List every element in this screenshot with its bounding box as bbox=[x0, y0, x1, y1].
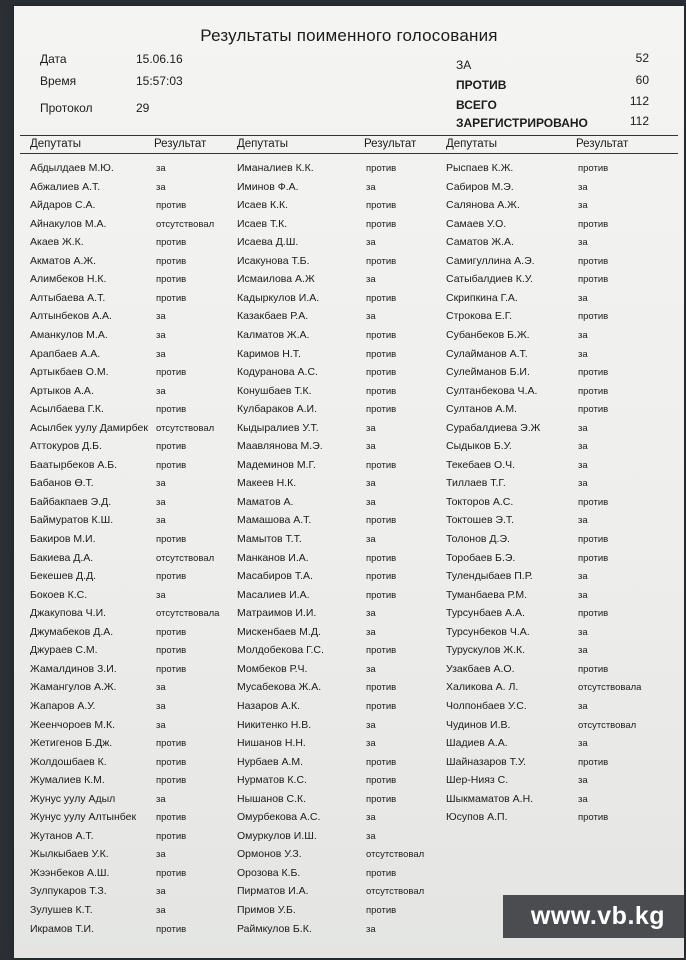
col1-deputies-header: Депутаты bbox=[30, 138, 81, 150]
deputy-name: Тиллаев Т.Г. bbox=[446, 477, 506, 490]
vote-result: за bbox=[578, 515, 588, 527]
vote-result: против bbox=[156, 274, 187, 286]
vote-result: за bbox=[578, 775, 588, 787]
deputy-name: Алтыбаева А.Т. bbox=[30, 291, 106, 304]
registered-label: ЗАРЕГИСТРИРОВАНО bbox=[456, 116, 588, 130]
vote-result: за bbox=[366, 422, 376, 434]
deputy-name: Иминов Ф.А. bbox=[237, 180, 299, 193]
deputy-name: Жеенчороев М.К. bbox=[30, 718, 116, 731]
deputy-name: Абдылдаев М.Ю. bbox=[30, 162, 114, 174]
deputy-name: Чудинов И.В. bbox=[446, 718, 511, 731]
vote-result: за bbox=[578, 441, 588, 453]
deputy-name: Каримов Н.Т. bbox=[237, 347, 301, 360]
vote-result: против bbox=[366, 255, 397, 267]
deputy-name: Ормонов У.З. bbox=[237, 848, 302, 861]
vote-result: за bbox=[156, 329, 166, 341]
deputy-name: Мадеминов М.Г. bbox=[237, 458, 316, 471]
deputy-name: Чолпонбаев У.С. bbox=[446, 699, 527, 712]
deputy-name: Шыкмаматов А.Н. bbox=[446, 792, 534, 805]
vote-result: против bbox=[156, 923, 187, 935]
vote-result: за bbox=[578, 571, 588, 583]
vote-result: за bbox=[156, 478, 166, 490]
vote-result: за bbox=[156, 311, 166, 323]
vote-result: против bbox=[156, 292, 187, 304]
deputy-name: Бакиров М.И. bbox=[30, 533, 96, 545]
vote-result: против bbox=[156, 812, 187, 824]
vote-result: отсутствовал bbox=[366, 849, 425, 861]
vote-result: против bbox=[578, 311, 609, 323]
deputy-name: Жээнбеков А.Ш. bbox=[30, 866, 110, 879]
top-rule bbox=[20, 135, 678, 136]
deputy-name: Зулушев К.Т. bbox=[30, 904, 93, 916]
watermark: www.vb.kg bbox=[503, 895, 686, 938]
deputy-name: Джумабеков Д.А. bbox=[30, 625, 114, 638]
deputy-name: Кулбараков А.И. bbox=[237, 403, 317, 416]
deputy-name: Акматов А.Ж. bbox=[30, 254, 96, 267]
time-label: Время bbox=[40, 74, 77, 88]
deputy-name: Джакупова Ч.И. bbox=[30, 607, 107, 620]
vote-result: за bbox=[578, 645, 588, 657]
col3-deputies-header: Депутаты bbox=[446, 138, 497, 150]
vote-result: против bbox=[156, 738, 187, 750]
deputy-name: Жамангулов А.Ж. bbox=[30, 681, 117, 694]
vote-result: против bbox=[366, 218, 397, 230]
deputy-name: Манканов И.А. bbox=[237, 551, 309, 564]
vote-result: за bbox=[366, 441, 376, 453]
vote-result: против bbox=[366, 515, 397, 527]
deputy-name: Момбеков Р.Ч. bbox=[237, 662, 308, 675]
deputy-name: Айнакулов М.А. bbox=[30, 217, 107, 230]
vote-result: за bbox=[578, 348, 588, 360]
vote-result: за bbox=[156, 496, 166, 508]
col3-result-header: Результат bbox=[576, 138, 629, 150]
document-title: Результаты поименного голосования bbox=[200, 26, 498, 45]
deputy-name: Маавлянова М.Э. bbox=[237, 440, 323, 453]
deputy-name: Кыдыралиев У.Т. bbox=[237, 421, 319, 434]
deputy-name: Казакбаев Р.А. bbox=[237, 310, 309, 323]
deputy-name: Турсунбаев А.А. bbox=[446, 607, 525, 620]
deputy-name: Султанов А.М. bbox=[446, 403, 517, 416]
vote-result: за bbox=[366, 534, 376, 545]
deputy-name: Абжалиев А.Т. bbox=[30, 180, 101, 193]
deputy-name: Акаев Ж.К. bbox=[30, 236, 84, 249]
vote-result: против bbox=[366, 459, 397, 471]
deputy-name: Толонов Д.Э. bbox=[446, 533, 510, 545]
vote-result: против bbox=[578, 274, 609, 286]
deputy-name: Жолдошбаев К. bbox=[30, 755, 107, 768]
vote-result: против bbox=[366, 700, 397, 712]
vote-result: за bbox=[578, 626, 588, 638]
deputy-name: Торобаев Б.Э. bbox=[446, 551, 516, 564]
deputy-name: Матраимов И.И. bbox=[237, 607, 317, 620]
vote-result: за bbox=[578, 329, 588, 341]
vote-result: против bbox=[156, 404, 187, 416]
deputy-name: Масабиров Т.А. bbox=[237, 570, 313, 583]
deputy-name: Жылкыбаев У.К. bbox=[30, 848, 109, 861]
vote-result: за bbox=[366, 626, 376, 638]
vote-result: против bbox=[366, 775, 397, 787]
vote-result: за bbox=[578, 200, 588, 212]
deputy-name: Нурматов К.С. bbox=[237, 774, 307, 787]
vote-result: против bbox=[578, 385, 609, 397]
vote-result: против bbox=[156, 626, 187, 638]
vote-result: против bbox=[578, 404, 609, 416]
za-label: ЗА bbox=[456, 58, 472, 72]
vote-result: за bbox=[156, 793, 166, 805]
vote-result: за bbox=[578, 700, 588, 712]
vote-result: против bbox=[578, 367, 609, 379]
deputy-name: Сурабалдиева Э.Ж bbox=[446, 421, 541, 434]
vote-result: за bbox=[366, 923, 376, 935]
vote-result: против bbox=[156, 867, 187, 879]
deputy-name: Строкова Е.Г. bbox=[446, 310, 513, 323]
deputy-name: Нурбаев А.М. bbox=[237, 755, 304, 768]
vote-result: за bbox=[366, 181, 376, 193]
vote-result: за bbox=[366, 496, 376, 508]
date-label: Дата bbox=[40, 52, 67, 66]
deputy-name: Шадиев А.А. bbox=[446, 737, 508, 750]
vote-result: против bbox=[366, 905, 397, 916]
deputy-name: Пирматов И.А. bbox=[237, 885, 309, 898]
vote-result: против bbox=[366, 645, 397, 657]
vote-result: против bbox=[578, 496, 609, 508]
vote-result: против bbox=[366, 329, 397, 341]
deputy-name: Молдобекова Г.С. bbox=[237, 644, 324, 657]
vote-result: против bbox=[366, 552, 397, 564]
deputy-name: Сатыбалдиев К.У. bbox=[446, 273, 533, 286]
deputy-name: Жумалиев К.М. bbox=[30, 774, 105, 787]
vote-result: против bbox=[366, 682, 397, 694]
deputy-name: Омуркулов И.Ш. bbox=[237, 829, 317, 842]
deputy-name: Самигуллина А.Э. bbox=[446, 254, 535, 267]
deputy-name: Сулайманов А.Т. bbox=[446, 347, 528, 360]
vote-result: против bbox=[156, 756, 187, 768]
deputy-name: Бокоев К.С. bbox=[30, 588, 88, 601]
vote-result: против bbox=[156, 534, 187, 545]
deputy-name: Субанбеков Б.Ж. bbox=[446, 328, 530, 341]
vote-result: за bbox=[156, 348, 166, 360]
deputy-name: Токтошев Э.Т. bbox=[446, 514, 515, 527]
deputy-name: Халикова А. Л. bbox=[446, 681, 519, 694]
vote-result: за bbox=[366, 608, 376, 620]
vote-result: против bbox=[366, 756, 397, 768]
vote-result: за bbox=[578, 478, 588, 490]
vote-result: против bbox=[578, 663, 609, 675]
vote-result: за bbox=[366, 237, 376, 249]
deputy-name: Раймкулов Б.К. bbox=[237, 922, 312, 935]
deputy-name: Исакунова Т.Б. bbox=[237, 254, 310, 267]
vote-result: против bbox=[578, 163, 609, 174]
protiv-label: ПРОТИВ bbox=[456, 78, 507, 92]
vote-result: против bbox=[156, 255, 187, 267]
vote-result: отсутствовала bbox=[578, 682, 642, 694]
header-rule bbox=[20, 153, 678, 154]
deputy-name: Жунус уулу Адыл bbox=[30, 792, 116, 805]
vote-result: отсутствовал bbox=[366, 886, 425, 898]
deputy-name: Кодуранова А.С. bbox=[237, 366, 318, 379]
date-value: 15.06.16 bbox=[136, 52, 183, 66]
deputy-name: Самаев У.О. bbox=[446, 217, 507, 230]
vote-result: за bbox=[156, 181, 166, 193]
deputy-name: Исаев К.К. bbox=[237, 199, 289, 212]
vote-result: за bbox=[156, 682, 166, 694]
vote-result: за bbox=[578, 422, 588, 434]
za-value: 52 bbox=[635, 51, 649, 65]
vote-result: против bbox=[156, 237, 187, 249]
vote-result: за bbox=[578, 589, 588, 601]
deputy-name: Айдаров С.А. bbox=[30, 199, 96, 212]
deputy-name: Жунус уулу Алтынбек bbox=[30, 811, 137, 824]
vote-result: за bbox=[578, 793, 588, 805]
vote-result: против bbox=[366, 404, 397, 416]
deputy-name: Скрипкина Г.А. bbox=[446, 291, 518, 304]
deputy-name: Аманкулов М.А. bbox=[30, 328, 108, 341]
deputy-name: Маматов А. bbox=[237, 495, 294, 508]
deputy-name: Рыспаев К.Ж. bbox=[446, 162, 514, 174]
deputy-name: Артыков А.А. bbox=[30, 384, 94, 397]
deputy-name: Исмаилова А.Ж bbox=[237, 273, 315, 286]
vote-result: за bbox=[366, 311, 376, 323]
vote-result: против bbox=[366, 163, 397, 174]
deputy-name: Баатырбеков А.Б. bbox=[30, 458, 118, 471]
deputy-name: Мамашова А.Т. bbox=[237, 514, 312, 527]
vote-result: за bbox=[366, 812, 376, 824]
deputy-name: Туманбаева Р.М. bbox=[446, 588, 528, 601]
vote-result: против bbox=[366, 867, 397, 879]
deputy-name: Токторов А.С. bbox=[446, 495, 514, 508]
deputy-name: Турсунбеков Ч.А. bbox=[446, 625, 530, 638]
vote-result: за bbox=[156, 886, 166, 898]
protiv-value: 60 bbox=[635, 73, 649, 87]
vote-result: за bbox=[366, 719, 376, 731]
vote-result: против bbox=[578, 255, 609, 267]
deputy-name: Жетигенов Б.Дж. bbox=[30, 737, 113, 750]
vote-result: против bbox=[366, 200, 397, 212]
vote-result: за bbox=[578, 237, 588, 249]
deputy-name: Артыкбаев О.М. bbox=[30, 366, 109, 379]
vote-result: против bbox=[578, 608, 609, 620]
deputy-name: Асылбаева Г.К. bbox=[30, 403, 104, 416]
vote-result: против bbox=[366, 793, 397, 805]
vote-result: против bbox=[366, 385, 397, 397]
time-value: 15:57:03 bbox=[136, 74, 183, 88]
vote-result: за bbox=[366, 738, 376, 750]
vote-result: против bbox=[578, 812, 609, 824]
deputy-name: Орозова К.Б. bbox=[237, 866, 301, 879]
deputy-name: Жапаров А.У. bbox=[30, 699, 96, 712]
vote-result: отсутствовал bbox=[156, 552, 215, 564]
deputy-name: Мусабекова Ж.А. bbox=[237, 681, 322, 694]
deputy-name: Баймуратов К.Ш. bbox=[30, 514, 114, 527]
vote-result: за bbox=[366, 478, 376, 490]
deputy-name: Сулейманов Б.И. bbox=[446, 366, 530, 379]
vote-result: за bbox=[156, 163, 166, 174]
vote-result: против bbox=[156, 645, 187, 657]
deputy-name: Масалиев И.А. bbox=[237, 588, 310, 601]
col1-result-header: Результат bbox=[154, 138, 207, 150]
vote-result: против bbox=[366, 589, 397, 601]
vote-result: против bbox=[578, 218, 609, 230]
vote-result: отсутствовал bbox=[156, 422, 215, 434]
vote-result: отсутствовал bbox=[156, 218, 215, 230]
vote-result: против bbox=[156, 663, 187, 675]
vote-result: против bbox=[366, 367, 397, 379]
registered-value: 112 bbox=[629, 114, 649, 128]
vote-result: за bbox=[366, 663, 376, 675]
deputy-name: Бекешев Д.Д. bbox=[30, 570, 97, 583]
deputy-name: Байбакпаев Э.Д. bbox=[30, 495, 112, 508]
vote-result: за bbox=[156, 385, 166, 397]
vote-result: за bbox=[578, 738, 588, 750]
deputy-name: Омурбекова А.С. bbox=[237, 811, 321, 824]
deputy-name: Юсупов А.П. bbox=[446, 811, 508, 824]
protocol-sheet bbox=[14, 6, 684, 958]
vote-result: против bbox=[366, 348, 397, 360]
vote-result: против bbox=[156, 830, 187, 842]
deputy-name: Султанбекова Ч.А. bbox=[446, 384, 538, 397]
deputy-name: Жутанов А.Т. bbox=[30, 829, 94, 842]
deputy-name: Алимбеков Н.К. bbox=[30, 273, 107, 286]
vote-result: за bbox=[156, 849, 166, 861]
vsego-label: ВСЕГО bbox=[456, 98, 497, 112]
vote-result: против bbox=[156, 441, 187, 453]
deputy-name: Тулендыбаев П.Р. bbox=[446, 570, 533, 583]
vote-result: против bbox=[156, 200, 187, 212]
deputy-name: Мамытов Т.Т. bbox=[237, 533, 302, 545]
vote-result: против bbox=[156, 459, 187, 471]
vote-result: против bbox=[156, 571, 187, 583]
deputy-name: Салянова А.Ж. bbox=[446, 199, 520, 212]
vsego-value: 112 bbox=[629, 94, 649, 108]
deputy-name: Нишанов Н.Н. bbox=[237, 737, 306, 750]
deputy-name: Сабиров М.Э. bbox=[446, 180, 514, 193]
deputy-name: Джураев С.М. bbox=[30, 644, 98, 657]
vote-result: за bbox=[578, 181, 588, 193]
vote-result: против bbox=[366, 292, 397, 304]
deputy-name: Исаев Т.К. bbox=[237, 217, 288, 230]
deputy-name: Сыдыков Б.У. bbox=[446, 440, 512, 453]
protocol-label: Протокол bbox=[40, 101, 93, 115]
deputy-name: Алтынбеков А.А. bbox=[30, 310, 112, 323]
deputy-name: Турускулов Ж.К. bbox=[446, 644, 526, 657]
vote-result: отсутствовала bbox=[156, 608, 220, 620]
deputy-name: Никитенко Н.В. bbox=[237, 718, 312, 731]
deputy-name: Бабанов Ө.Т. bbox=[30, 477, 94, 490]
protocol-value: 29 bbox=[136, 101, 150, 115]
vote-result: против bbox=[578, 552, 609, 564]
vote-result: против bbox=[366, 571, 397, 583]
vote-result: отсутствовал bbox=[578, 719, 637, 731]
deputy-name: Примов У.Б. bbox=[237, 904, 296, 916]
deputy-name: Зулпукаров Т.З. bbox=[30, 885, 107, 898]
deputy-name: Кадыркулов И.А. bbox=[237, 291, 320, 304]
deputy-name: Шайназаров Т.У. bbox=[446, 755, 527, 768]
deputy-name: Калматов Ж.А. bbox=[237, 328, 310, 341]
vote-result: против bbox=[156, 775, 187, 787]
vote-result: за bbox=[578, 292, 588, 304]
col2-deputies-header: Депутаты bbox=[237, 138, 288, 150]
vote-result: против bbox=[156, 367, 187, 379]
vote-result: против bbox=[578, 534, 609, 545]
deputy-name: Жамалдинов З.И. bbox=[30, 662, 117, 675]
vote-result: за bbox=[366, 274, 376, 286]
deputy-name: Мискенбаев М.Д. bbox=[237, 625, 321, 638]
deputy-name: Бакиева Д.А. bbox=[30, 551, 94, 564]
deputy-name: Саматов Ж.А. bbox=[446, 236, 514, 249]
deputy-name: Макеев Н.К. bbox=[237, 477, 297, 490]
vote-result: за bbox=[156, 905, 166, 916]
vote-result: за bbox=[366, 830, 376, 842]
vote-result: за bbox=[156, 700, 166, 712]
vote-result: за bbox=[156, 589, 166, 601]
deputy-name: Назаров А.К. bbox=[237, 699, 301, 712]
vote-result: за bbox=[156, 719, 166, 731]
vote-result: против bbox=[578, 756, 609, 768]
vote-result: за bbox=[156, 515, 166, 527]
col2-result-header: Результат bbox=[364, 138, 417, 150]
deputy-name: Текебаев О.Ч. bbox=[446, 458, 516, 471]
deputy-name: Икрамов Т.И. bbox=[30, 922, 95, 935]
deputy-name: Нышанов С.К. bbox=[237, 792, 307, 805]
deputy-name: Конушбаев Т.К. bbox=[237, 384, 312, 397]
vote-result: за bbox=[578, 459, 588, 471]
deputy-name: Иманалиев К.К. bbox=[237, 162, 314, 174]
deputy-name: Арапбаев А.А. bbox=[30, 347, 101, 360]
deputy-name: Шер-Нияз С. bbox=[446, 774, 509, 787]
deputy-name: Асылбек уулу Дамирбек bbox=[30, 421, 148, 434]
deputy-name: Исаева Д.Ш. bbox=[237, 236, 299, 249]
deputy-name: Узакбаев А.О. bbox=[446, 662, 515, 675]
deputy-name: Аттокуров Д.Б. bbox=[30, 440, 102, 453]
